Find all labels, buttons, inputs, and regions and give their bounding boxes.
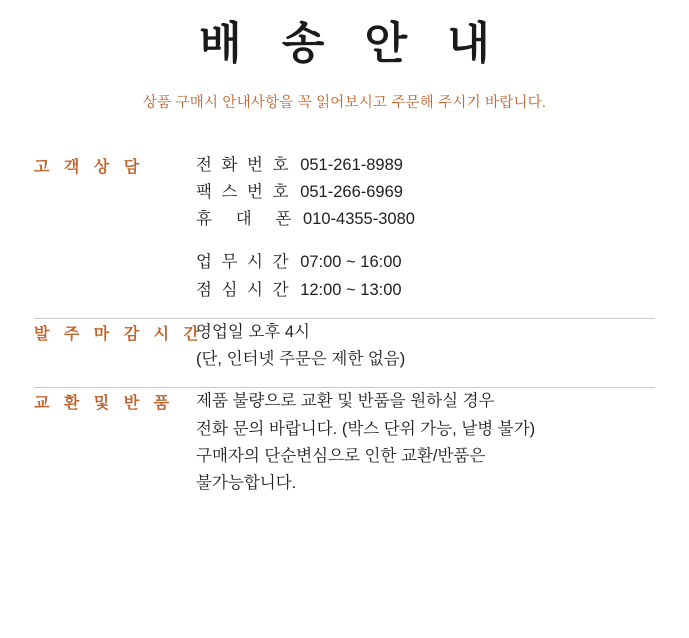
info-row <box>196 179 655 206</box>
info-row: 전화 문의 바랍니다. (박스 단위 가능, 낱병 불가) <box>196 419 536 438</box>
info-row: 불가능합니다. <box>196 473 297 492</box>
info-value <box>291 156 300 174</box>
info-value: 051-266-6969 <box>300 183 403 202</box>
info-value: 07:00 ~ 16:00 <box>300 253 402 272</box>
info-key: 점 심 시 간 <box>196 280 292 299</box>
info-key: 휴 대 폰 <box>196 210 294 229</box>
info-row: 구매자의 단순변심으로 인한 교환/반품은 <box>196 446 486 465</box>
info-key: 팩 스 번 호 <box>196 183 292 202</box>
section-exchange-return <box>34 388 655 511</box>
section-label: 발 주 마 감 시 간 <box>34 325 204 343</box>
section-order-cutoff <box>34 319 655 387</box>
section-label: 교 환 및 반 품 <box>34 395 175 413</box>
info-value: 010-4355-3080 <box>303 210 415 229</box>
info-row: 영업일 오후 4시 <box>196 322 310 341</box>
section-customer-support <box>34 152 655 318</box>
info-row <box>196 277 655 304</box>
info-value <box>291 183 300 201</box>
section-content <box>196 319 655 373</box>
info-row: 제품 불량으로 교환 및 반품을 원하실 경우 <box>196 392 495 411</box>
page-title: 배 송 안 내 <box>199 19 504 68</box>
info-key: 전 화 번 호 <box>196 155 292 174</box>
info-row <box>196 152 655 179</box>
section-content <box>196 388 655 497</box>
info-value: 051-261-8989 <box>300 155 403 174</box>
info-row <box>196 206 655 233</box>
info-sections <box>0 152 689 511</box>
section-label: 고 객 상 담 <box>34 158 145 176</box>
info-value <box>291 253 300 271</box>
info-row <box>196 249 655 276</box>
info-row: (단, 인터넷 주문은 제한 없음) <box>196 350 406 369</box>
info-value <box>291 281 300 299</box>
info-value <box>294 210 303 228</box>
page-subtitle: 상품 구매시 안내사항을 꼭 읽어보시고 주문해 주시기 바랍니다. <box>142 94 547 111</box>
section-content <box>196 152 655 304</box>
info-value: 12:00 ~ 13:00 <box>300 280 402 299</box>
info-key: 업 무 시 간 <box>196 253 292 272</box>
info-row-spacer <box>196 233 655 249</box>
